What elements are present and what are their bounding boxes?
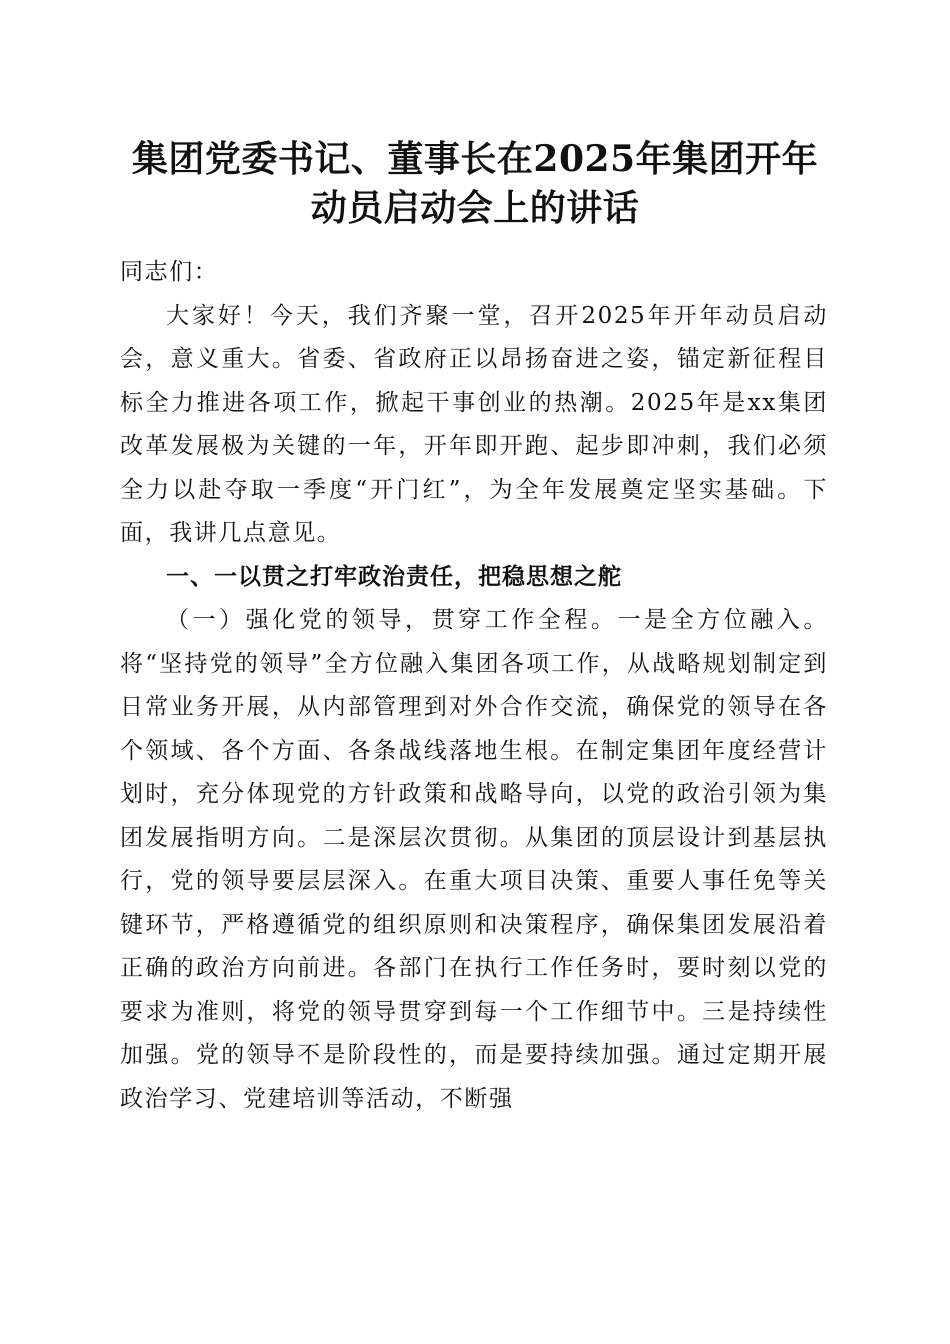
document-title: 集团党委书记、董事长在2025年集团开年动员启动会上的讲话: [131, 138, 819, 229]
subsection-body-1: 一是全方位融入。将“坚持党的领导”全方位融入集团各项工作，从战略规划制定到日常业务开展，从内部管理到对外合作交流，确保党的领导在各个领域、各个方面、各条战线落地生根。在制定集团年度经营计划时，充分体现党的方针政策和战略导向，以党的政治引领为集团发展指明方向。二是深层次贯彻。从集团的顶层设计到基层执行，党的领导要层层深入。在重大项目决策、重要人事任免等关键环节，严格遵循党的组织原则和决策程序，确保集团发展沿着正确的政治方向前进。各部门在执行工作任务时，要时刻以党的要求为准则，将党的领导贯穿到每一个工作细节中。三是持续性加强。党的领导不是阶段性的，而是要持续加强。通过定期开展政治学习、党建培训等活动，不断强: [120, 607, 828, 1112]
section-heading-1: 一、一以贯之打牢政治责任，把稳思想之舵: [166, 563, 622, 590]
document-body: [120, 251, 828, 1121]
subsection-lead-1: （一）强化党的领导，贯穿工作全程。: [166, 607, 618, 633]
salutation: 同志们：: [120, 259, 219, 285]
subsection-paragraph-1: [120, 599, 828, 1121]
intro-paragraph: 大家好！今天，我们齐聚一堂，召开2025年开年动员启动会，意义重大。省委、省政府正以昂扬奋进之姿，锚定新征程目标全力推进各项工作，掀起干事创业的热潮。2025年是xx集团改革发展极为关键的一年，开年即开跑、起步即冲刺，我们必须全力以赴夺取一季度“开门红”，为全年发展奠定坚实基础。下面，我讲几点意见。: [120, 302, 828, 546]
